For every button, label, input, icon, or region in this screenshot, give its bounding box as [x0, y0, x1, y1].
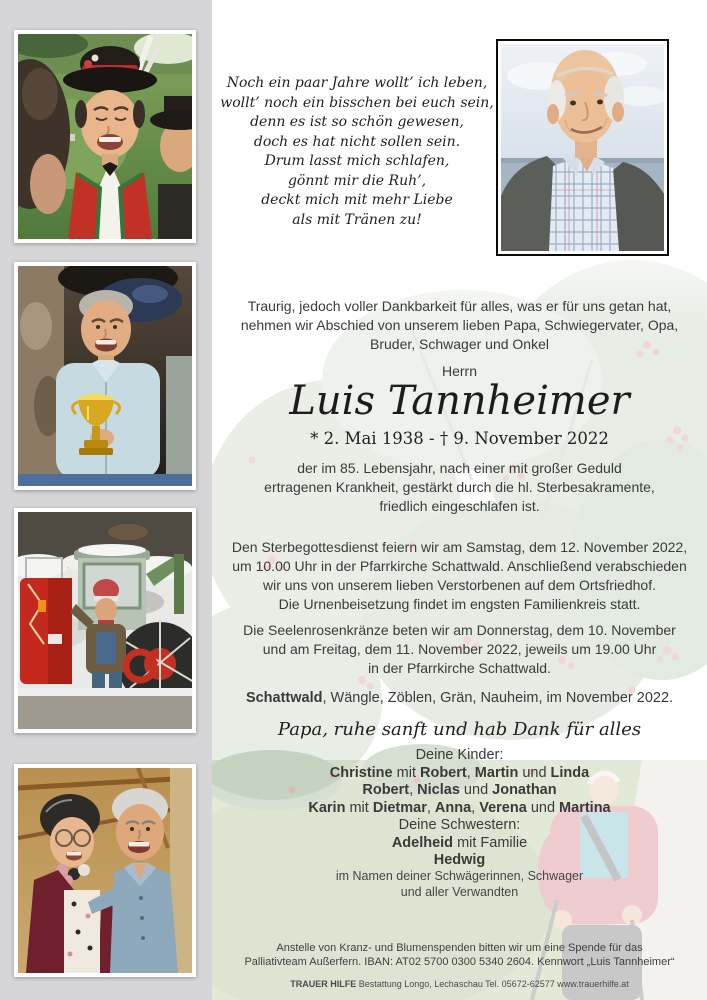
photo-tyrolean-costume — [14, 30, 196, 243]
donation-note: Anstelle von Kranz- und Blumenspenden bitten wir um eine Spende für das Palliativteam Außerfern. IBAN: AT02 5700 0300 5340 2604. Kennwort „Luis Tannheimer“ — [244, 942, 675, 968]
intro-text: Traurig, jedoch voller Dankbarkeit für alles, was er für uns getan hat, nehmen wir Abschied von unserem lieben Papa, Schwiegervater, Opa, Bruder, Schwager und Onkel — [240, 298, 679, 352]
memorial-poem: Noch ein paar Jahre wollt’ ich leben, wollt’ noch ein bisschen bei euch sein, denn es ist so schön gewesen, doch es hat nicht sollen sein. Drum lasst mich schlafen, gönnt mir die Ruh’, deckt mich mit mehr Liebe als mit Tränen zu! — [220, 75, 494, 228]
portrait-photo — [496, 39, 669, 256]
family-list: Deine Kinder: Christine mit Robert, Martin und Linda Robert, Niclas und Jonathan Karin mit Dietmar, Anna, Verena und Martina Deine Schwestern: Adelheid mit Familie Hedwig — [308, 747, 611, 868]
rosary-paragraph: Die Seelenrosenkränze beten wir am Donnerstag, dem 10. November und am Freitag, dem 11. November 2022, jeweils um 19.00 Uhr in der Pfarrkirche Schattwald. — [243, 622, 676, 676]
couple-illustration — [18, 768, 192, 973]
photo-tractor-snow — [14, 508, 196, 733]
photo-strip — [0, 0, 212, 1000]
tyrolean-costume-illustration — [18, 34, 192, 239]
funeral-home-line: TRAUER HILFE Bestattung Longo, Lechaschau Tel. 05672-62577 www.trauerhilfe.at — [290, 979, 629, 989]
farewell-quote: Papa, ruhe sanft und hab Dank für alles — [277, 719, 642, 740]
photo-trophy — [14, 262, 196, 490]
trophy-illustration — [18, 266, 192, 486]
funeral-service-paragraph: Den Sterbegottesdienst feiern wir am Samstag, dem 12. November 2022, um 10.00 Uhr in der Pfarrkirche Schattwald. Anschließend verabschieden wir uns von unserem lieben Verstorbenen auf dem Ortsfriedhof. — [231, 539, 688, 593]
passing-text: der im 85. Lebensjahr, nach einer mit großer Geduld ertragenen Krankheit, gestärkt durch die hl. Sterbesakramente, friedlich eingeschlafen ist. — [264, 460, 655, 514]
life-dates: * 2. Mai 1938 - † 9. November 2022 — [310, 429, 609, 448]
salutation-text: Herrn — [441, 363, 477, 379]
portrait-illustration — [501, 44, 664, 251]
relatives-note: im Namen deiner Schwägerinnen, Schwager und aller Verwandten — [335, 869, 584, 899]
deceased-name: Luis Tannheimer — [289, 378, 630, 424]
urn-burial-line: Die Urnenbeisetzung findet im engsten Familienkreis statt. — [278, 596, 641, 612]
content-area — [212, 0, 707, 1000]
places-line: Schattwald, Wängle, Zöblen, Grän, Nauheim, im November 2022. — [245, 690, 674, 706]
tractor-illustration — [18, 512, 192, 729]
photo-couple — [14, 764, 196, 977]
